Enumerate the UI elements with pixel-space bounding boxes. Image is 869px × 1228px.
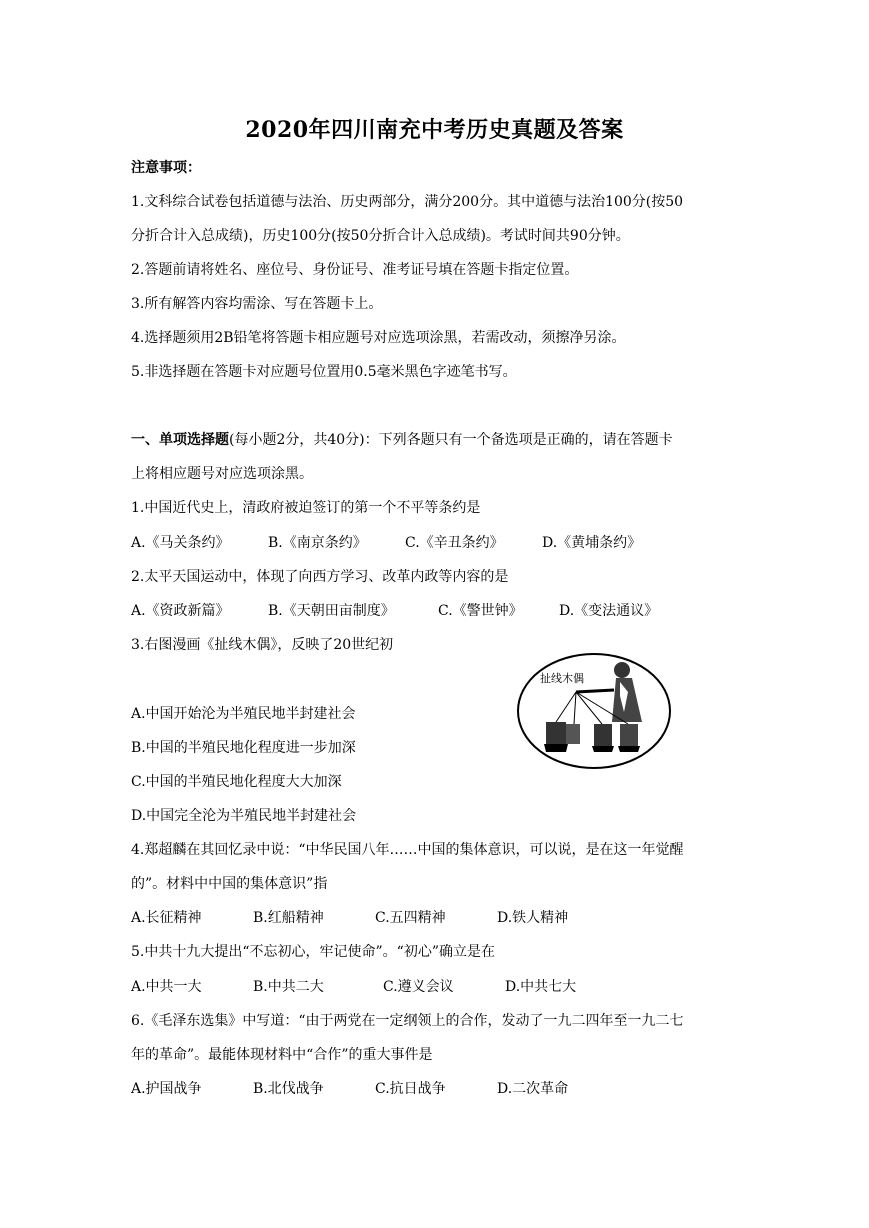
option-b: B.《天朝田亩制度》 — [268, 603, 395, 619]
option-b: B.中共二大 — [253, 979, 324, 995]
question-options — [131, 601, 658, 621]
option-a: A.护国战争 — [131, 1081, 202, 1097]
question-stem-continued: 年的革命”。最能体现材料中“合作”的重大事件是 — [131, 1047, 433, 1063]
option-c: C.五四精神 — [375, 910, 446, 926]
notice-heading: 注意事项： — [131, 160, 201, 176]
notice-item: 5.非选择题在答题卡对应题号位置用0.5毫米黑色字迹笔书写。 — [131, 364, 517, 380]
notice-item: 1.文科综合试卷包括道德与法治、历史两部分，满分200分。其中道德与法治100分(按50 — [131, 194, 684, 210]
question-stem-continued: 的”。材料中中国的集体意识”指 — [131, 876, 328, 892]
notice-item: 3.所有解答内容均需涂、写在答题卡上。 — [131, 296, 383, 312]
option-d: D.二次革命 — [497, 1081, 569, 1097]
option-a: A.《马关条约》 — [131, 535, 230, 551]
option-d: D.铁人精神 — [497, 910, 569, 926]
question-options — [131, 533, 641, 553]
question-options — [131, 1079, 568, 1099]
question-options — [131, 908, 568, 928]
notice-item: 分折合计入总成绩)，历史100分(按50分折合计入总成绩)。考试时间共90分钟。 — [131, 228, 630, 244]
option-c: C.《辛丑条约》 — [405, 535, 504, 551]
option-c: C.《警世钟》 — [438, 603, 523, 619]
option-c: C.中国的半殖民地化程度大大加深 — [131, 774, 342, 790]
question-stem: 3.右图漫画《扯线木偶》，反映了20世纪初 — [131, 637, 394, 653]
section-intro: (每小题2分，共40分)：下列各题只有一个备选项是正确的，请在答题卡 — [229, 432, 673, 448]
option-d: D.《黄埔条约》 — [542, 535, 642, 551]
option-a: A.中共一大 — [131, 979, 202, 995]
option-b: B.中国的半殖民地化程度进一步加深 — [131, 740, 356, 756]
option-d: D.中国完全沦为半殖民地半封建社会 — [131, 808, 357, 824]
option-c: C.遵义会议 — [383, 979, 454, 995]
cartoon-caption: 扯线木偶 — [540, 672, 584, 685]
notice-item: 4.选择题须用2B铅笔将答题卡相应题号对应选项涂黑，若需改动，须擦净另涂。 — [131, 330, 626, 346]
option-a: A.《资政新篇》 — [131, 603, 230, 619]
section-intro-line — [131, 430, 673, 450]
option-a: A.中国开始沦为半殖民地半封建社会 — [131, 706, 356, 722]
page-title: 2020年四川南充中考历史真题及答案 — [245, 117, 624, 143]
question-stem: 4.郑超麟在其回忆录中说：“中华民国八年……中国的集体意识，可以说，是在这一年觉醒 — [131, 842, 684, 858]
option-b: B.《南京条约》 — [268, 535, 367, 551]
notice-item: 2.答题前请将姓名、座位号、身份证号、准考证号填在答题卡指定位置。 — [131, 262, 579, 278]
section-heading: 一、单项选择题 — [131, 432, 229, 448]
section-intro-2: 上将相应题号对应选项涂黑。 — [131, 466, 313, 482]
option-a: A.长征精神 — [131, 910, 202, 926]
option-d: D.《变法通议》 — [559, 603, 659, 619]
question-options — [131, 977, 576, 997]
option-c: C.抗日战争 — [375, 1081, 446, 1097]
question-stem: 1.中国近代史上，清政府被迫签订的第一个不平等条约是 — [131, 500, 481, 516]
option-d: D.中共七大 — [505, 979, 577, 995]
option-b: B.红船精神 — [253, 910, 324, 926]
option-b: B.北伐战争 — [253, 1081, 324, 1097]
question-stem: 2.太平天国运动中，体现了向西方学习、改革内政等内容的是 — [131, 569, 509, 585]
puppet-cartoon-image — [516, 652, 672, 770]
question-stem: 5.中共十九大提出“不忘初心，牢记使命”。“初心”确立是在 — [131, 944, 495, 960]
question-stem: 6.《毛泽东选集》中写道：“由于两党在一定纲领上的合作，发动了一九二四年至一九二七 — [131, 1013, 684, 1029]
